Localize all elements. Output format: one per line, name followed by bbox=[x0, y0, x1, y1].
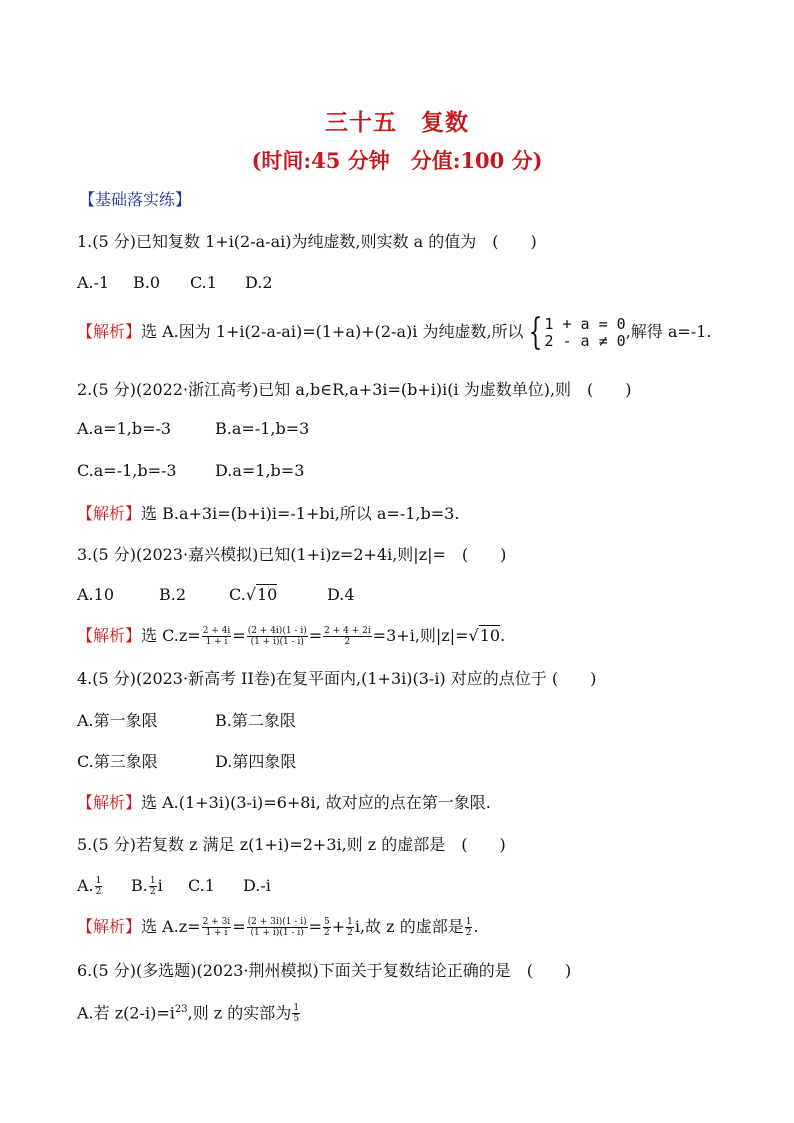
q2-option-d: D.a=1,b=3 bbox=[215, 461, 305, 480]
q4-option-a: A.第一象限 bbox=[77, 711, 158, 730]
q5-analysis-text: 选 A.z= bbox=[141, 917, 201, 936]
question-4-options-row-1 bbox=[77, 709, 296, 733]
question-3-options bbox=[77, 583, 355, 607]
question-1-stem: 1.(5 分)已知复数 1+i(2-a-ai)为纯虚数,则实数 a 的值为 ( ) bbox=[77, 232, 537, 251]
q5-analysis-mid: i,故 z 的虚部是 bbox=[354, 917, 464, 936]
q4-analysis-text: 选 A.(1+3i)(3-i)=6+8i, 故对应的点在第一象限. bbox=[141, 793, 491, 812]
question-2-options-row-2 bbox=[77, 459, 304, 483]
question-6-stem: 6.(5 分)(多选题)(2023·荆州模拟)下面关于复数结论正确的是 ( ) bbox=[77, 961, 572, 980]
brace-icon: { bbox=[528, 311, 542, 353]
q1-option-d: D.2 bbox=[245, 273, 273, 292]
q2-option-a: A.a=1,b=-3 bbox=[77, 419, 172, 438]
q5-option-c: C.1 bbox=[188, 876, 215, 895]
q1-equation-system bbox=[524, 311, 626, 353]
section-heading: 【基础落实练】 bbox=[79, 190, 192, 209]
q1-option-c: C.1 bbox=[190, 273, 217, 292]
q3-analysis-text: 选 C.z= bbox=[141, 626, 201, 645]
q4-option-c: C.第三象限 bbox=[77, 752, 158, 771]
q2-option-b: B.a=-1,b=3 bbox=[215, 419, 310, 438]
question-4-analysis bbox=[77, 791, 491, 815]
page-subtitle: (时间:45 分钟 分值:100 分) bbox=[251, 148, 543, 173]
q5-option-a: A. $\frac{1}{2}$ bbox=[77, 876, 102, 897]
q5-analysis-end: . bbox=[473, 917, 479, 936]
question-3-stem: 3.(5 分)(2023·嘉兴模拟)已知(1+i)z=2+4i,则|z|= ( ) bbox=[77, 545, 507, 564]
q3-option-d: D.4 bbox=[327, 585, 355, 604]
sqrt-icon: √10 bbox=[245, 585, 278, 604]
q1-system-row-1: 1 + a = 0 bbox=[544, 314, 626, 333]
analysis-label: 【解析】 bbox=[77, 322, 142, 341]
q2-option-c: C.a=-1,b=-3 bbox=[77, 461, 177, 480]
question-4-options-row-2 bbox=[77, 750, 296, 774]
question-5-stem: 5.(5 分)若复数 z 满足 z(1+i)=2+3i,则 z 的虚部是 ( ) bbox=[77, 835, 506, 854]
q3-fraction-3: $\frac{2 + 4 + 2i}{2}$ bbox=[324, 626, 371, 647]
q4-option-d: D.第四象限 bbox=[215, 752, 297, 771]
q1-option-a: A.-1 bbox=[77, 273, 110, 292]
analysis-label: 【解析】 bbox=[77, 917, 142, 936]
q1-option-b: B.0 bbox=[133, 273, 161, 292]
fifth-fraction: $\frac{1}{5}$ bbox=[293, 1003, 300, 1025]
q5-fraction-1: $\frac{2 + 3i}{1 + i}$ bbox=[202, 917, 231, 938]
q5-fraction-3: $\frac{5}{2}$ bbox=[324, 917, 330, 938]
q1-analysis-text: 选 A.因为 1+i(2-a-ai)=(1+a)+(2-a)i 为纯虚数,所以 bbox=[141, 322, 524, 341]
question-6-option-a: A.若 $z(2-i)=i^{23}$,则 z 的实部为 $\frac{1}{5}$ bbox=[77, 1003, 300, 1025]
question-2-analysis bbox=[77, 502, 459, 526]
q3-fraction-2: $\frac{(2 + 4i)(1 - i)}{(1 + i)(1 - i)}$ bbox=[247, 626, 307, 647]
analysis-label: 【解析】 bbox=[77, 793, 142, 812]
question-5-analysis: 【解析】选 A.z= $\frac{2 + 3i}{1 + i}$ = $\frac{(2 + 3i)(1 - i)}{(1 + i)(1 - i)}$ = $\frac{5}{2}$ + $\frac{1}{2}$ i,故 z 的虚部是 $\frac{1}{2}$ . bbox=[77, 917, 479, 938]
sqrt-icon: √10 bbox=[468, 626, 501, 645]
question-2-options-row-1 bbox=[77, 417, 309, 441]
q1-system-row-2: 2 - a ≠ 0 bbox=[544, 331, 626, 350]
q5-option-b: B. $\frac{1}{2}$ i bbox=[131, 876, 163, 897]
q3-analysis-end: . bbox=[500, 626, 506, 645]
half-fraction: $\frac{1}{2}$ bbox=[149, 876, 156, 897]
analysis-label: 【解析】 bbox=[77, 626, 142, 645]
q3-option-c: C.√10 bbox=[229, 583, 327, 607]
q3-fraction-1: $\frac{2 + 4i}{1 + i}$ bbox=[202, 626, 231, 647]
page-title: 三十五 复数 bbox=[325, 109, 469, 136]
q5-fraction-2: $\frac{(2 + 3i)(1 - i)}{(1 + i)(1 - i)}$ bbox=[247, 917, 307, 938]
question-1-analysis bbox=[77, 311, 712, 353]
question-3-analysis: 【解析】选 C.z= $\frac{2 + 4i}{1 + i}$ = $\frac{(2 + 4i)(1 - i)}{(1 + i)(1 - i)}$ = $\frac{2 + 4 + 2i}{2}$ =3+i,则|z|=√10. bbox=[77, 622, 505, 650]
q3-analysis-mid: =3+i,则|z|= bbox=[372, 626, 469, 645]
question-5-options bbox=[77, 872, 271, 900]
q3-option-a: A.10 bbox=[77, 585, 114, 604]
half-fraction: $\frac{1}{2}$ bbox=[95, 876, 102, 897]
q5-option-d: D.-i bbox=[243, 876, 271, 895]
q5-fraction-5: $\frac{1}{2}$ bbox=[465, 917, 472, 938]
q5-fraction-4: $\frac{1}{2}$ bbox=[347, 917, 353, 938]
q2-analysis-text: 选 B.a+3i=(b+i)i=-1+bi,所以 a=-1,b=3. bbox=[141, 504, 460, 523]
question-2-stem: 2.(5 分)(2022·浙江高考)已知 a,b∈R,a+3i=(b+i)i(i 为虚数单位),则 ( ) bbox=[77, 380, 632, 399]
q1-analysis-conclusion: ,解得 a=-1. bbox=[625, 322, 712, 341]
analysis-label: 【解析】 bbox=[77, 504, 142, 523]
question-1-options bbox=[77, 271, 273, 295]
question-4-stem: 4.(5 分)(2023·新高考 II卷)在复平面内,(1+3i)(3-i) 对应的点位于 ( ) bbox=[77, 669, 597, 688]
q4-option-b: B.第二象限 bbox=[215, 711, 296, 730]
q3-option-b: B.2 bbox=[159, 585, 187, 604]
